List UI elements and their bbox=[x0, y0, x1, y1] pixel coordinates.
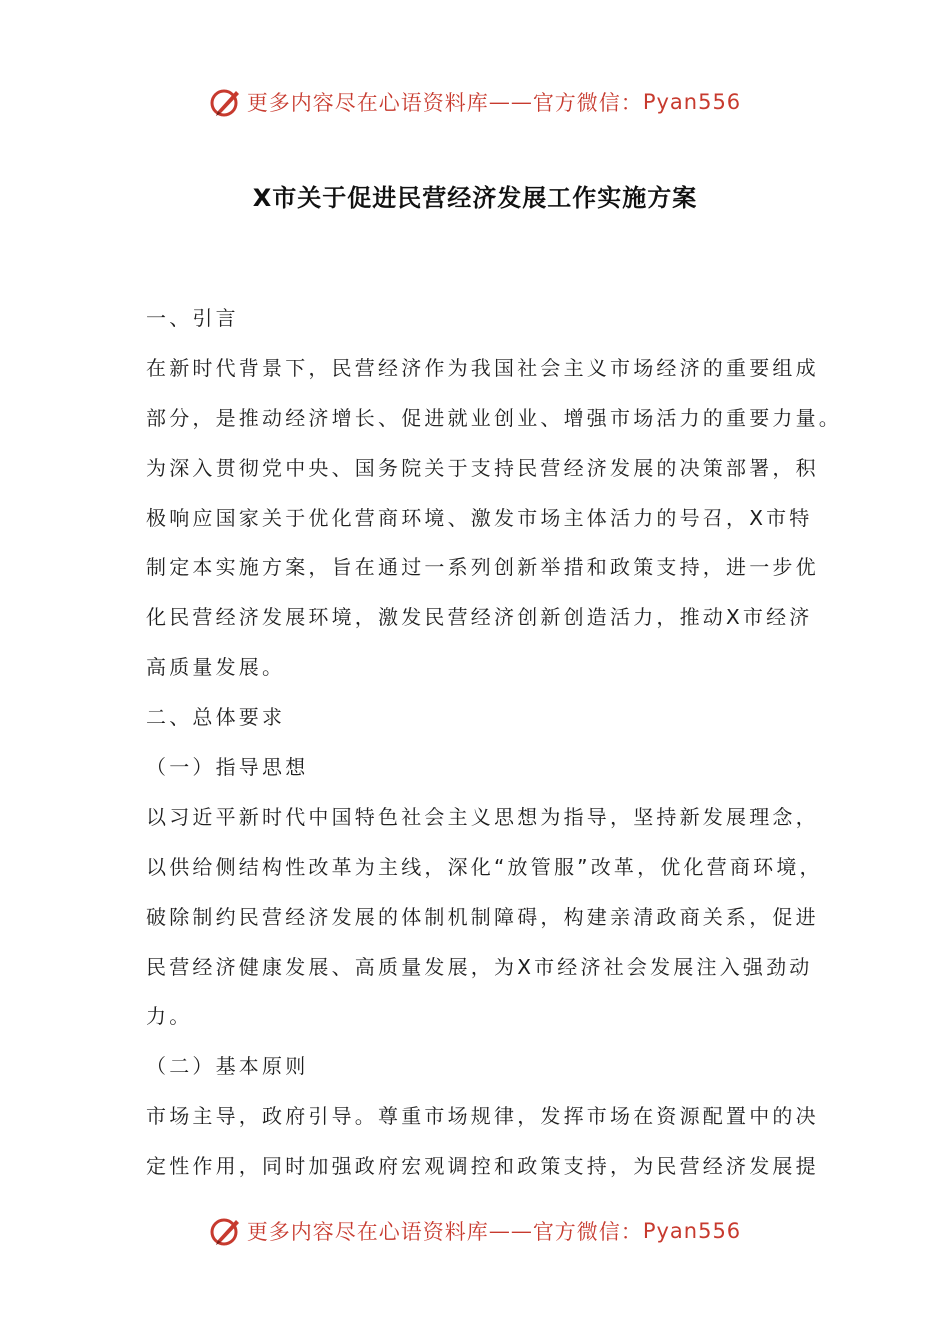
text-line: 以习近平新时代中国特色社会主义思想为指导，坚持新发展理念， bbox=[146, 804, 819, 829]
text-line: 化民营经济发展环境，激发民营经济创新创造活力，推动X市经济 bbox=[146, 605, 813, 630]
text-line: 为深入贯彻党中央、国务院关于支持民营经济发展的决策部署，积 bbox=[146, 455, 819, 480]
document-title: X市关于促进民营经济发展工作实施方案 bbox=[252, 184, 698, 212]
text-line: 在新时代背景下，民营经济作为我国社会主义市场经济的重要组成 bbox=[146, 355, 819, 380]
text-line: 极响应国家关于优化营商环境、激发市场主体活力的号召，X市特 bbox=[146, 505, 813, 530]
banner-wechat-label: 官方微信： bbox=[532, 1220, 643, 1244]
text-line: 市场主导，政府引导。尊重市场规律，发挥市场在资源配置中的决 bbox=[146, 1104, 819, 1129]
pen-logo-icon bbox=[209, 1214, 243, 1248]
document-body bbox=[146, 294, 842, 1192]
text-line: 以供给侧结构性改革为主线，深化“放管服”改革，优化营商环境， bbox=[146, 854, 823, 879]
text-line: 破除制约民营经济发展的体制机制障碍，构建亲清政商关系，促进 bbox=[146, 904, 819, 929]
text-line: 民营经济健康发展、高质量发展，为X市经济社会发展注入强劲动 bbox=[146, 954, 813, 979]
banner-handle: Pyan556 bbox=[642, 1219, 742, 1243]
banner-handle: Pyan556 bbox=[642, 90, 742, 114]
text-line: 一、引言 bbox=[146, 306, 239, 330]
text-line: 制定本实施方案，旨在通过一系列创新举措和政策支持，进一步优 bbox=[146, 555, 819, 580]
text-line: 定性作用，同时加强政府宏观调控和政策支持，为民营经济发展提 bbox=[146, 1154, 819, 1179]
banner-text: 更多内容尽在心语资料库 bbox=[246, 91, 489, 115]
watermark-banner-bottom bbox=[0, 1211, 950, 1251]
text-line: 力。 bbox=[146, 1004, 193, 1029]
text-line: 高质量发展。 bbox=[146, 655, 286, 680]
text-line: （一）指导思想 bbox=[146, 755, 309, 780]
pen-logo-icon bbox=[209, 85, 243, 119]
watermark-banner-top bbox=[0, 82, 950, 122]
banner-text: 更多内容尽在心语资料库 bbox=[246, 1220, 489, 1244]
text-line: （二）基本原则 bbox=[146, 1054, 309, 1079]
text-line: 部分，是推动经济增长、促进就业创业、增强市场活力的重要力量。 bbox=[146, 405, 842, 430]
banner-dash: —— bbox=[488, 90, 533, 114]
text-line: 二、总体要求 bbox=[146, 705, 286, 730]
banner-wechat-label: 官方微信： bbox=[532, 91, 643, 115]
banner-dash: —— bbox=[488, 1219, 533, 1243]
